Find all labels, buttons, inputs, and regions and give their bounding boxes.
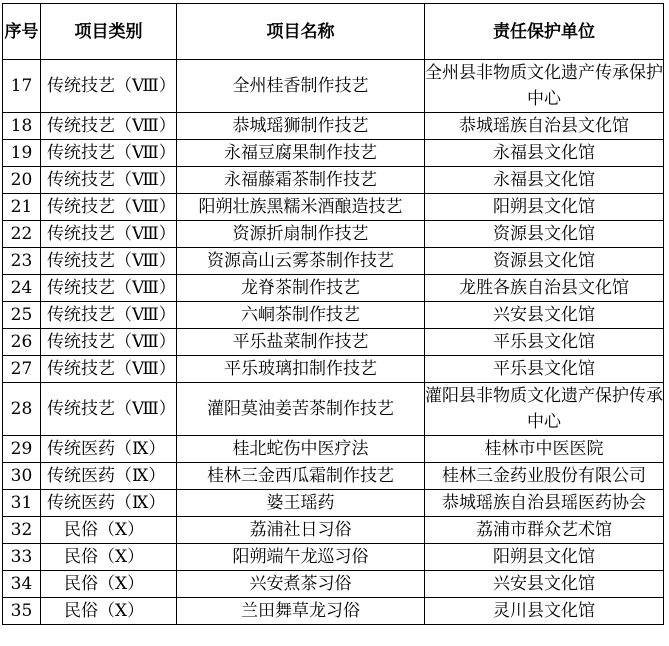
table-row <box>3 329 664 356</box>
row-number: 18 <box>3 113 41 140</box>
row-project-name: 龙脊茶制作技艺 <box>177 275 425 302</box>
row-number: 19 <box>3 140 41 167</box>
header-name: 项目名称 <box>177 4 425 60</box>
row-number: 21 <box>3 194 41 221</box>
row-category: 传统技艺（Ⅷ） <box>41 113 177 140</box>
row-number: 24 <box>3 275 41 302</box>
row-number: 31 <box>3 490 41 517</box>
table-row <box>3 248 664 275</box>
row-responsible-unit: 兴安县文化馆 <box>425 571 664 598</box>
row-project-name: 荔浦社日习俗 <box>177 517 425 544</box>
row-category: 传统医药（Ⅸ） <box>41 436 177 463</box>
row-category: 民俗（Ⅹ） <box>41 571 177 598</box>
row-project-name: 永福豆腐果制作技艺 <box>177 140 425 167</box>
row-project-name: 兰田舞草龙习俗 <box>177 598 425 625</box>
row-responsible-unit: 资源县文化馆 <box>425 248 664 275</box>
table-row <box>3 383 664 436</box>
row-category: 传统技艺（Ⅷ） <box>41 356 177 383</box>
heritage-table-container <box>2 3 664 625</box>
table-row <box>3 463 664 490</box>
row-category: 传统技艺（Ⅷ） <box>41 383 177 436</box>
table-row <box>3 113 664 140</box>
row-project-name: 灌阳莫油姜苦茶制作技艺 <box>177 383 425 436</box>
row-number: 28 <box>3 383 41 436</box>
table-row <box>3 140 664 167</box>
row-category: 传统技艺（Ⅷ） <box>41 194 177 221</box>
row-responsible-unit: 永福县文化馆 <box>425 140 664 167</box>
row-project-name: 全州桂香制作技艺 <box>177 60 425 113</box>
row-responsible-unit: 桂林市中医医院 <box>425 436 664 463</box>
row-category: 传统技艺（Ⅷ） <box>41 167 177 194</box>
row-category: 传统技艺（Ⅷ） <box>41 221 177 248</box>
row-responsible-unit: 平乐县文化馆 <box>425 356 664 383</box>
table-row <box>3 302 664 329</box>
row-number: 30 <box>3 463 41 490</box>
row-number: 32 <box>3 517 41 544</box>
row-project-name: 兴安煮茶习俗 <box>177 571 425 598</box>
table-row <box>3 356 664 383</box>
row-project-name: 桂北蛇伤中医疗法 <box>177 436 425 463</box>
row-responsible-unit: 永福县文化馆 <box>425 167 664 194</box>
row-number: 17 <box>3 60 41 113</box>
row-number: 29 <box>3 436 41 463</box>
row-number: 20 <box>3 167 41 194</box>
row-category: 传统技艺（Ⅷ） <box>41 275 177 302</box>
row-number: 35 <box>3 598 41 625</box>
row-responsible-unit: 阳朔县文化馆 <box>425 544 664 571</box>
table-row <box>3 571 664 598</box>
row-category: 传统技艺（Ⅷ） <box>41 140 177 167</box>
row-responsible-unit: 全州县非物质文化遗产传承保护中心 <box>425 60 664 113</box>
header-unit: 责任保护单位 <box>425 4 664 60</box>
row-responsible-unit: 灵川县文化馆 <box>425 598 664 625</box>
row-project-name: 永福藤霜茶制作技艺 <box>177 167 425 194</box>
table-row <box>3 275 664 302</box>
row-responsible-unit: 龙胜各族自治县文化馆 <box>425 275 664 302</box>
row-project-name: 婆王瑶药 <box>177 490 425 517</box>
row-responsible-unit: 灌阳县非物质文化遗产保护传承中心 <box>425 383 664 436</box>
table-row <box>3 60 664 113</box>
row-category: 民俗（Ⅹ） <box>41 544 177 571</box>
row-project-name: 资源折扇制作技艺 <box>177 221 425 248</box>
table-row <box>3 167 664 194</box>
row-number: 26 <box>3 329 41 356</box>
table-row <box>3 436 664 463</box>
row-project-name: 桂林三金西瓜霜制作技艺 <box>177 463 425 490</box>
table-row <box>3 544 664 571</box>
table-row <box>3 598 664 625</box>
row-responsible-unit: 恭城瑶族自治县文化馆 <box>425 113 664 140</box>
row-project-name: 平乐玻璃扣制作技艺 <box>177 356 425 383</box>
row-project-name: 阳朔端午龙巡习俗 <box>177 544 425 571</box>
row-project-name: 阳朔壮族黑糯米酒酿造技艺 <box>177 194 425 221</box>
table-row <box>3 490 664 517</box>
row-category: 传统技艺（Ⅷ） <box>41 329 177 356</box>
row-category: 传统技艺（Ⅷ） <box>41 248 177 275</box>
row-responsible-unit: 平乐县文化馆 <box>425 329 664 356</box>
row-number: 25 <box>3 302 41 329</box>
row-responsible-unit: 阳朔县文化馆 <box>425 194 664 221</box>
header-seq: 序号 <box>3 4 41 60</box>
row-number: 23 <box>3 248 41 275</box>
row-project-name: 平乐盐菜制作技艺 <box>177 329 425 356</box>
row-responsible-unit: 兴安县文化馆 <box>425 302 664 329</box>
row-number: 33 <box>3 544 41 571</box>
row-category: 传统技艺（Ⅷ） <box>41 60 177 113</box>
row-responsible-unit: 桂林三金药业股份有限公司 <box>425 463 664 490</box>
row-responsible-unit: 荔浦市群众艺术馆 <box>425 517 664 544</box>
table-header-row <box>3 4 664 60</box>
row-category: 民俗（Ⅹ） <box>41 598 177 625</box>
row-number: 27 <box>3 356 41 383</box>
row-category: 传统医药（Ⅸ） <box>41 463 177 490</box>
row-number: 22 <box>3 221 41 248</box>
row-category: 传统技艺（Ⅷ） <box>41 302 177 329</box>
table-body <box>3 60 664 625</box>
heritage-project-table <box>2 3 664 625</box>
row-project-name: 资源高山云雾茶制作技艺 <box>177 248 425 275</box>
row-responsible-unit: 恭城瑶族自治县瑶医药协会 <box>425 490 664 517</box>
row-project-name: 恭城瑶狮制作技艺 <box>177 113 425 140</box>
table-row <box>3 517 664 544</box>
table-row <box>3 194 664 221</box>
row-project-name: 六峒茶制作技艺 <box>177 302 425 329</box>
row-category: 传统医药（Ⅸ） <box>41 490 177 517</box>
header-category: 项目类别 <box>41 4 177 60</box>
row-category: 民俗（Ⅹ） <box>41 517 177 544</box>
row-responsible-unit: 资源县文化馆 <box>425 221 664 248</box>
row-number: 34 <box>3 571 41 598</box>
table-row <box>3 221 664 248</box>
